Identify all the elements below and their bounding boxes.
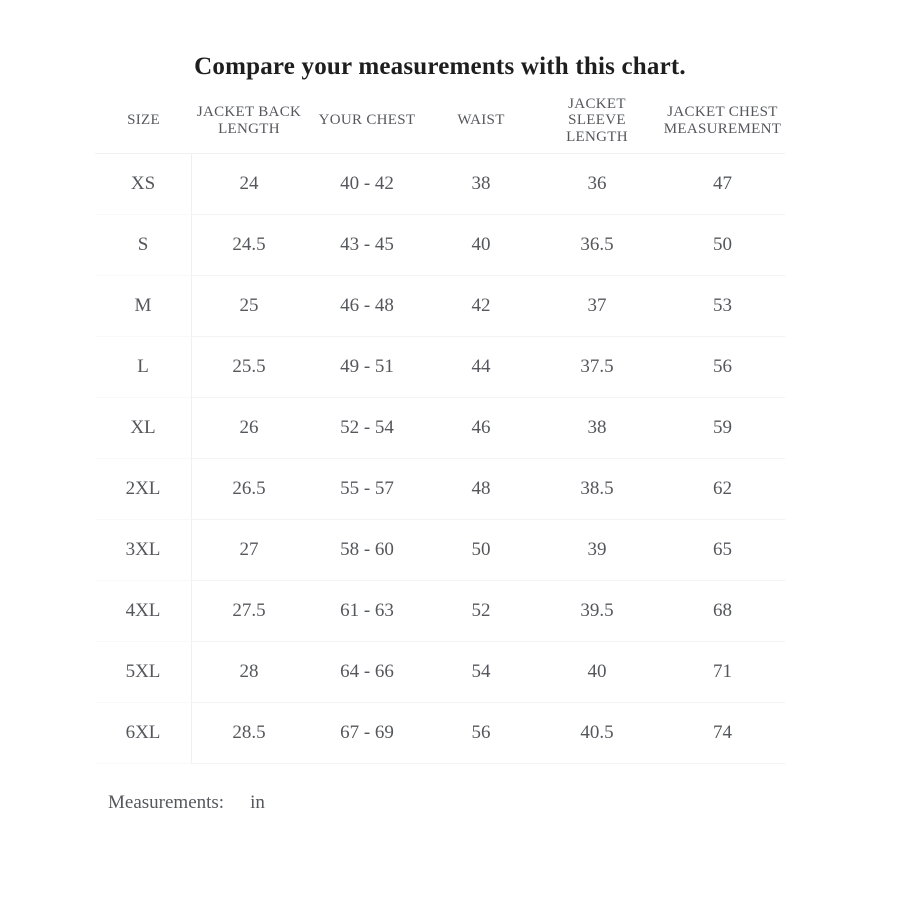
column-header-jacket-chest-measurement: JACKET CHEST MEASUREMENT [660,89,785,154]
column-header-your-chest: YOUR CHEST [306,89,428,154]
column-header-size: SIZE [95,89,192,154]
cell-size: XS [95,154,192,215]
cell-jacket-sleeve-length: 40 [534,642,660,703]
measurements-label: Measurements: [108,791,225,813]
cell-jacket-sleeve-length: 36.5 [534,215,660,276]
cell-your-chest: 61 - 63 [306,581,428,642]
cell-jacket-back-length: 26 [192,398,306,459]
cell-size: 3XL [95,520,192,581]
table-row [95,337,785,398]
cell-size: 4XL [95,581,192,642]
cell-jacket-chest-measurement: 62 [660,459,785,520]
cell-jacket-chest-measurement: 47 [660,154,785,215]
cell-your-chest: 49 - 51 [306,337,428,398]
cell-your-chest: 55 - 57 [306,459,428,520]
cell-jacket-sleeve-length: 40.5 [534,703,660,764]
cell-your-chest: 64 - 66 [306,642,428,703]
cell-your-chest: 58 - 60 [306,520,428,581]
cell-jacket-chest-measurement: 74 [660,703,785,764]
cell-jacket-back-length: 24 [192,154,306,215]
cell-size: 2XL [95,459,192,520]
cell-waist: 56 [428,703,534,764]
cell-waist: 48 [428,459,534,520]
cell-waist: 46 [428,398,534,459]
table-row [95,459,785,520]
table-row [95,703,785,764]
cell-size: S [95,215,192,276]
cell-jacket-chest-measurement: 65 [660,520,785,581]
cell-jacket-back-length: 27 [192,520,306,581]
page-title: Compare your measurements with this chart. [194,53,686,80]
measurements-unit: in [250,791,265,813]
cell-jacket-sleeve-length: 36 [534,154,660,215]
cell-jacket-back-length: 25 [192,276,306,337]
cell-jacket-chest-measurement: 71 [660,642,785,703]
table-row [95,520,785,581]
table-body [95,154,785,764]
table-row [95,398,785,459]
cell-jacket-back-length: 24.5 [192,215,306,276]
cell-jacket-sleeve-length: 38 [534,398,660,459]
cell-waist: 38 [428,154,534,215]
column-header-waist: WAIST [428,89,534,154]
cell-waist: 50 [428,520,534,581]
cell-size: L [95,337,192,398]
table-row [95,642,785,703]
cell-jacket-sleeve-length: 37.5 [534,337,660,398]
cell-waist: 52 [428,581,534,642]
cell-jacket-back-length: 28.5 [192,703,306,764]
size-chart-table [95,89,785,764]
cell-your-chest: 67 - 69 [306,703,428,764]
column-header-jacket-sleeve-length: JACKET SLEEVE LENGTH [534,89,660,154]
cell-jacket-sleeve-length: 39 [534,520,660,581]
cell-size: 6XL [95,703,192,764]
cell-your-chest: 40 - 42 [306,154,428,215]
cell-waist: 42 [428,276,534,337]
cell-jacket-sleeve-length: 39.5 [534,581,660,642]
cell-jacket-back-length: 28 [192,642,306,703]
cell-jacket-chest-measurement: 56 [660,337,785,398]
table-row [95,154,785,215]
cell-your-chest: 52 - 54 [306,398,428,459]
cell-jacket-back-length: 27.5 [192,581,306,642]
cell-your-chest: 46 - 48 [306,276,428,337]
table-row [95,215,785,276]
cell-jacket-chest-measurement: 50 [660,215,785,276]
column-header-jacket-back-length: JACKET BACK LENGTH [192,89,306,154]
measurements-footer [108,792,900,814]
cell-waist: 54 [428,642,534,703]
cell-size: M [95,276,192,337]
cell-size: XL [95,398,192,459]
table-row [95,276,785,337]
cell-waist: 40 [428,215,534,276]
cell-size: 5XL [95,642,192,703]
cell-jacket-chest-measurement: 53 [660,276,785,337]
cell-jacket-sleeve-length: 37 [534,276,660,337]
cell-jacket-sleeve-length: 38.5 [534,459,660,520]
cell-jacket-back-length: 26.5 [192,459,306,520]
cell-jacket-chest-measurement: 68 [660,581,785,642]
table-row [95,581,785,642]
table-header-row [95,89,785,154]
cell-jacket-chest-measurement: 59 [660,398,785,459]
cell-waist: 44 [428,337,534,398]
cell-your-chest: 43 - 45 [306,215,428,276]
cell-jacket-back-length: 25.5 [192,337,306,398]
